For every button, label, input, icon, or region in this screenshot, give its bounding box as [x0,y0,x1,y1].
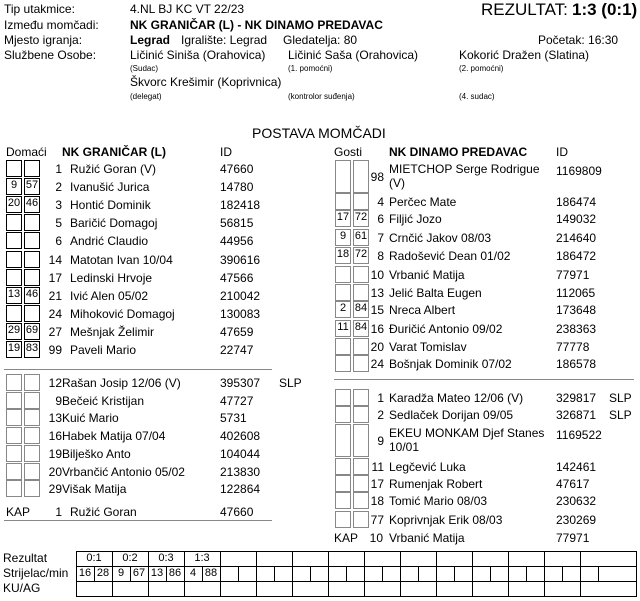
away-sub-player-number [335,284,351,301]
goal-scorer-number: 9 [117,567,125,579]
home-sub-number: 19 [48,446,62,461]
away-captain-label: KAP [334,531,359,545]
away-player-number: 16 [370,322,384,336]
home-player-number: 6 [55,234,62,249]
away-sub-id: 230632 [556,494,597,508]
goal-score: 0:3 [158,552,174,564]
home-sub-number: 9 [55,393,62,408]
score-cell [400,581,437,597]
home-in-box [6,392,22,409]
away-captain-id: 77971 [556,531,590,545]
teams-label: Između momčadi: [4,18,99,32]
away-sub-name: EKEU MONKAM Djef Stanes [389,426,545,440]
home-player-name: Paveli Mario [70,343,137,357]
home-sub-minute [24,214,40,231]
away-player-id: 186578 [556,357,597,371]
away-player-id: 112065 [556,286,596,300]
home-sub-player-number: 9 [10,179,18,192]
home-sub-name: Kuić Mario [62,411,119,426]
away-player-name: Radošević Dean 01/02 [389,249,511,263]
home-player-number: 24 [48,306,62,321]
home-out-box [24,392,40,409]
home-player-number: 14 [48,252,62,267]
away-sub-minute: 84 [354,302,368,314]
kickoff-value: Početak: 16:30 [538,33,619,47]
away-player-number: 20 [370,340,384,354]
away-player-id: 1169809 [556,164,602,178]
away-player-name: MIETCHOP Serge Rodrigue [389,162,540,176]
away-sub-id: 142461 [556,460,597,474]
scorer-split [238,566,239,581]
away-sub-player-number [335,338,351,355]
home-out-box [24,445,40,462]
away-player-number: 98 [370,170,384,184]
official-name: Kokorić Dražen (Slatina) [459,48,590,62]
spectators-value: Gledatelja: 80 [283,33,358,47]
home-sub-id: 122864 [220,482,261,497]
home-side-label: Domaći [6,145,47,159]
home-player-number: 27 [48,324,62,339]
score-cell [256,551,293,567]
score-cell [436,551,473,567]
home-sub-number: 29 [48,482,62,497]
goal-minute: 88 [204,567,218,579]
away-player-id: 186472 [556,249,597,263]
away-in-box [335,406,351,423]
away-player-id: 77778 [556,340,590,354]
official-name: Ličinić Saša (Orahovica) [288,48,419,62]
score-cell [580,551,637,567]
away-sub-number: 2 [377,408,384,422]
home-sub-minute: 46 [25,287,39,300]
home-player-name: Ružić Goran (V) [70,162,157,176]
home-player-id: 44956 [220,234,254,249]
scorer-split [382,566,383,581]
home-captain-id: 47660 [220,505,254,519]
away-player-id: 173648 [556,303,597,317]
scorer-split [562,566,563,581]
official-role: (delegat) [130,92,162,101]
score-row-label: Rezultat [3,551,48,565]
away-player-id: 214640 [556,231,597,245]
scorer-split [598,566,599,581]
scorer-split [454,566,455,581]
official-role: (kontrolor suđenja) [288,92,355,101]
home-sub-number: 16 [48,429,62,444]
match-type-value: 4.NL BJ KC VT 22/23 [130,2,245,16]
home-sub-number: 12 [48,376,62,390]
home-in-box [6,445,22,462]
ku-ag-row-label: KU/AG [3,581,41,595]
home-sub-player-number: 20 [7,197,21,210]
home-player-name: Ivanušić Jurica [70,180,150,195]
away-sub-number: 18 [370,494,384,508]
home-in-box [6,463,22,480]
home-out-box [24,480,40,497]
score-cell [220,551,257,567]
score-cell [328,551,365,567]
home-sub-minute: 69 [25,323,39,336]
home-player-number: 1 [55,162,62,176]
home-player-name: Ledinski Hrvoje [70,270,153,285]
home-player-id: 56815 [220,216,254,231]
away-sub-name: Sedlaček Dorijan 09/05 [389,408,514,422]
home-sub-name: Rašan Josip 12/06 (V) [62,376,181,390]
away-sub-player-number: 2 [339,302,347,314]
away-player-name: Varat Tomislav [389,340,467,354]
home-sub-minute: 57 [25,179,39,192]
away-player-name: Perčec Mate [389,195,457,209]
home-sub-name: Vrbančić Antonio 05/02 [62,464,185,479]
score-cell [580,566,637,582]
away-in-box [335,424,351,457]
home-player-id: 390616 [220,252,261,267]
score-cell [220,581,257,597]
away-sub-minute: 72 [354,211,368,223]
score-cell [544,581,581,597]
score-cell [472,581,509,597]
score-cell [400,551,437,567]
away-sub-minute: 61 [354,230,368,242]
away-player-id: 238363 [556,322,597,336]
scorer-split [310,566,311,581]
away-sub-number: 17 [370,477,384,491]
teams-value: NK GRANIČAR (L) - NK DINAMO PREDAVAC [130,18,383,32]
away-side-label: Gosti [334,145,363,159]
away-sub-player-number [335,266,351,283]
score-cell [112,581,149,597]
away-sub-minute: 84 [354,321,368,333]
away-sub-number: 9 [377,434,384,448]
home-sub-minute [24,251,40,268]
home-player-name: Baričić Domagoj [70,216,158,231]
home-sub-number: 13 [48,411,62,426]
goal-scorer-number: 4 [189,567,197,579]
score-cell [436,581,473,597]
score-cell [292,551,329,567]
score-cell [544,551,581,567]
away-player-number: 4 [377,195,384,209]
home-sub-name: Bečeić Kristijan [62,393,145,408]
away-in-box [335,389,351,406]
away-sub-name: Rumenjak Robert [389,477,483,491]
home-sub-player-number [6,232,22,249]
score-cell [472,551,509,567]
goal-scorer-number: 13 [150,567,164,579]
scorer-split [490,566,491,581]
home-sub-name: Bilješko Anto [62,446,131,461]
home-sub-id: 402608 [220,429,261,444]
score-cell [76,581,113,597]
away-sub-minute: 72 [354,248,368,260]
score-cell [364,581,401,597]
home-player-number: 5 [55,216,62,231]
home-sub-player-number: 29 [7,323,21,336]
away-sub-id: 230269 [556,513,597,527]
home-player-id: 47660 [220,162,254,176]
away-sub-id: 1169522 [556,428,602,442]
lineup-title: POSTAVA MOMČADI [252,125,386,141]
goal-score: 0:2 [122,552,138,564]
away-in-box [335,492,351,509]
home-kap-divider [4,520,272,521]
home-out-box [24,374,40,391]
match-type-label: Tip utakmice: [4,2,75,16]
away-in-box [335,511,351,528]
away-sub-number: 11 [371,460,384,474]
official-role: (1. pomoćni) [288,64,333,73]
away-subs-divider [334,379,634,380]
home-sub-minute [24,232,40,249]
home-player-name: Ivić Alen 05/02 [70,288,149,303]
away-id-header: ID [556,145,568,159]
away-player-number: 10 [370,268,384,282]
home-team-name: NK GRANIČAR (L) [62,145,166,159]
away-player-name: Crnčić Jakov 08/03 [389,231,492,245]
official-role: (4. sudac) [459,92,495,101]
away-in-box [335,458,351,475]
home-out-box [24,463,40,480]
away-sub-player-number [335,160,351,177]
away-player-id: 186474 [556,195,597,209]
home-sub-player-number [6,251,22,268]
home-sub-number: 20 [48,464,62,479]
away-player-name: Filjić Jozo [389,212,442,226]
home-in-box [6,374,22,391]
home-player-number: 99 [48,343,62,357]
away-sub-name: Legčević Luka [389,460,466,474]
goal-score: 0:1 [86,552,102,564]
home-sub-id: 5731 [220,411,247,426]
away-team-name: NK DINAMO PREDAVAC [389,145,528,159]
officials-label: Službene Osobe: [4,48,97,62]
home-captain-label: KAP [6,505,31,519]
home-sub-minute: 83 [25,342,39,354]
away-sub-player-number: 18 [336,248,350,260]
away-sub-player-number: 9 [339,230,347,242]
home-out-box [24,427,40,444]
official-role: (Sudac) [130,64,159,73]
away-sub-name: Tomić Mario 08/03 [389,494,488,508]
result-value: 1:3 (0:1) [572,0,638,19]
home-player-id: 14780 [220,180,254,195]
score-cell [580,581,637,597]
away-sub-player-number: 11 [337,321,349,333]
home-id-header: ID [220,145,232,159]
result-label: REZULTAT: [481,0,568,19]
scorer-split [274,566,275,581]
home-sub-id: 395307 [220,376,261,390]
goal-minute: 86 [168,567,182,579]
away-player-name: Nreca Albert [389,303,456,317]
home-out-box [24,409,40,426]
home-sub-id: 213830 [220,464,261,479]
home-in-box [6,427,22,444]
home-sub-player-number: 13 [7,287,21,300]
venue-value: Legrad [130,33,171,47]
home-player-id: 22747 [220,343,254,357]
away-sub-note: SLP [609,408,632,422]
away-sub-id: 326871 [556,408,597,422]
away-player-name-cont: (V) [389,176,405,190]
away-sub-id: 47617 [556,477,590,491]
home-player-id: 47566 [220,270,254,285]
score-cell [328,581,365,597]
goal-score: 1:3 [194,552,210,564]
score-cell [508,581,545,597]
home-in-box [6,409,22,426]
home-player-name: Matotan Ivan 10/04 [70,252,173,267]
scorer-split [526,566,527,581]
away-sub-player-number: 17 [336,211,350,223]
home-player-name: Mihoković Domagoj [70,306,175,321]
home-player-name: Hontić Dominik [70,198,151,213]
home-player-id: 130083 [220,306,261,321]
goal-minute: 28 [96,567,110,579]
home-sub-player-number [6,305,22,322]
home-sub-name: Habek Matija 07/04 [62,429,166,444]
away-sub-number: 1 [377,391,384,405]
away-player-number: 6 [377,212,384,226]
home-in-box [6,480,22,497]
away-player-name: Đuričić Antonio 09/02 [389,322,503,336]
home-subs-divider [4,369,272,370]
home-player-id: 47659 [220,324,254,339]
home-player-name: Andrić Claudio [70,234,149,249]
away-sub-player-number [335,355,351,372]
goal-scorer-number: 16 [78,567,92,579]
away-player-number: 8 [377,249,384,263]
score-cell [292,581,329,597]
home-sub-minute [24,269,40,286]
away-player-number: 15 [370,303,384,317]
scorer-split [346,566,347,581]
away-sub-note: SLP [609,391,632,405]
home-sub-player-number [6,269,22,286]
away-sub-id: 329817 [556,391,597,405]
goal-minute: 67 [132,567,146,579]
away-player-name: Bošnjak Dominik 07/02 [389,357,512,371]
home-sub-name: Višak Matija [62,482,127,497]
home-player-number: 3 [55,198,62,213]
away-player-number: 13 [370,286,384,300]
home-captain-number: 1 [55,505,62,519]
away-player-id: 77971 [556,268,590,282]
home-player-id: 182418 [220,198,261,213]
home-player-id: 210042 [220,288,261,303]
score-cell [148,581,185,597]
score-cell [364,551,401,567]
away-sub-number: 77 [370,513,384,527]
away-captain-name: Vrbanić Matija [389,531,465,545]
pitch-value: Igralište: Legrad [181,33,268,47]
home-sub-id: 47727 [220,393,254,408]
away-player-number: 24 [370,357,384,371]
away-sub-name: Koprivnjak Erik 08/03 [389,513,503,527]
away-player-name: Jelić Balta Eugen [389,286,482,300]
home-sub-minute [24,305,40,322]
official-name: Škvorc Krešimir (Koprivnica) [130,75,282,89]
away-player-id: 149032 [556,212,597,226]
away-player-number: 7 [377,231,384,245]
home-player-number: 21 [48,288,62,303]
home-sub-note: SLP [279,376,302,390]
home-captain-name: Ružić Goran [70,505,137,519]
home-player-name: Mešnjak Želimir [70,324,155,339]
home-player-number: 17 [48,270,62,285]
home-sub-minute: 46 [25,197,39,210]
away-in-box [335,475,351,492]
away-sub-name: Karadža Mateo 12/06 (V) [389,391,524,405]
scorer-row-label: Strijelac/min [3,566,69,580]
away-captain-number: 10 [369,531,383,545]
home-sub-player-number: 19 [7,342,21,354]
official-role: (2. pomoćni) [459,64,504,73]
home-sub-player-number [6,160,22,177]
scorer-split [418,566,419,581]
venue-label: Mjesto igranja: [4,33,83,47]
home-sub-minute [24,160,40,177]
away-sub-player-number [335,193,351,210]
score-cell [184,581,221,597]
score-cell [256,581,293,597]
home-sub-id: 104044 [220,446,261,461]
home-player-number: 2 [55,180,62,195]
away-player-name: Vrbanić Matija [389,268,465,282]
home-sub-player-number [6,214,22,231]
official-name: Ličinić Siniša (Orahovica) [130,48,266,62]
away-sub-name-cont: 10/01 [389,440,420,454]
score-cell [508,551,545,567]
